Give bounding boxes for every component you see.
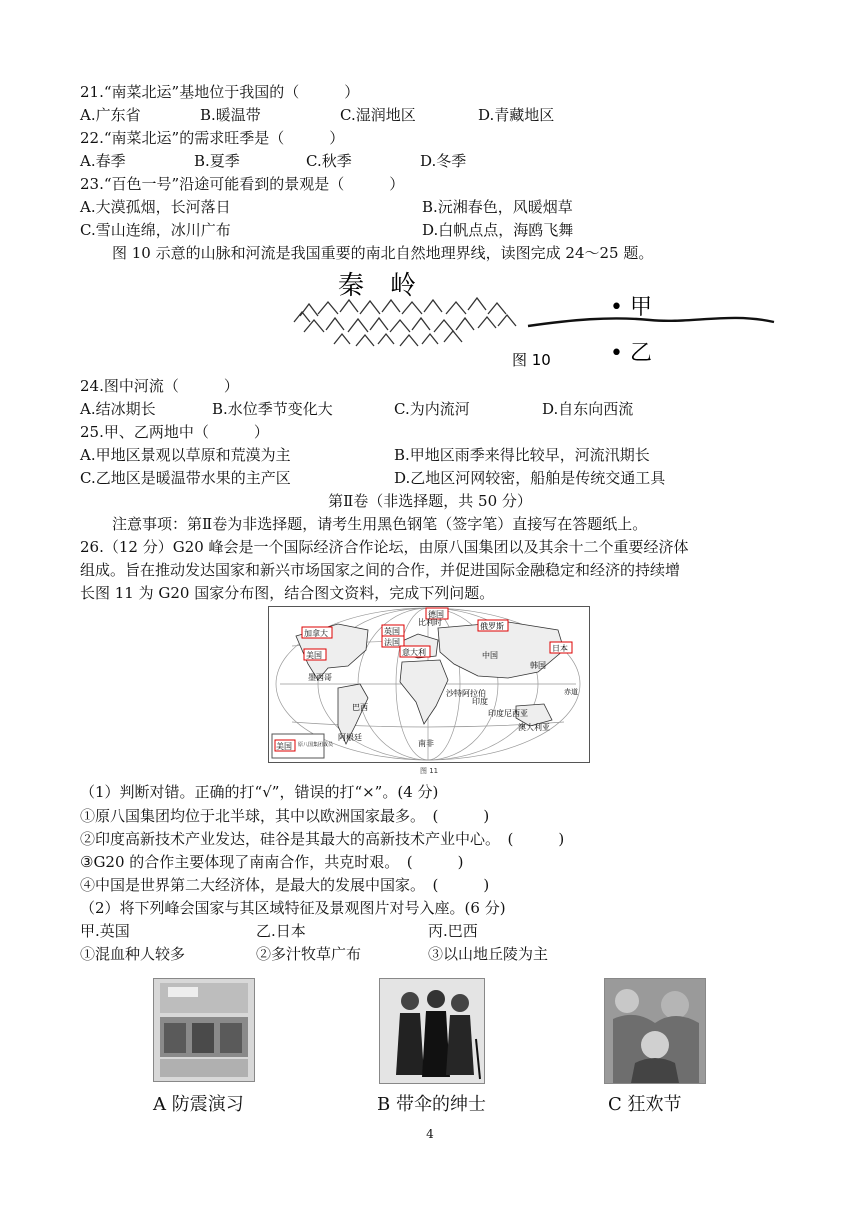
country-label-south-africa: 南非 [418, 739, 434, 748]
country-option-yi: 乙.日本 [256, 922, 306, 940]
country-label-mexico: 墨西哥 [308, 673, 332, 682]
q25-option-d: D.乙地区河网较密，船舶是传统交通工具 [394, 469, 666, 487]
q26-intro-line-3: 长图 11 为 G20 国家分布图，结合图文资料，完成下列问题。 [80, 584, 495, 602]
q21-option-d: D.青藏地区 [478, 106, 555, 124]
q26-part1-item-4: ④中国是世界第二大经济体，是最大的发展中国家。 ( ) [80, 876, 490, 894]
q26-part1-item-2: ②印度高新技术产业发达，硅谷是其最大的高新技术产业中心。 ( ) [80, 830, 565, 848]
q21-option-b: B.暖温带 [200, 106, 261, 124]
q26-part1-item-3: ③G20 的合作主要体现了南南合作，共克时艰。 ( ) [80, 853, 464, 871]
equator-label: 赤道 [564, 688, 578, 696]
q21-option-c: C.湿润地区 [340, 106, 416, 124]
intro-24-25: 图 10 示意的山脉和河流是我国重要的南北自然地理界线，读图完成 24～25 题。 [112, 244, 654, 262]
feature-option-3: ③以山地丘陵为主 [428, 945, 549, 963]
country-label-korea: 韩国 [530, 661, 546, 670]
q23-option-b: B.沅湘春色，风暖烟草 [422, 198, 573, 216]
country-label-usa: 美国 [306, 651, 322, 660]
point-yi-label: • 乙 [610, 341, 652, 366]
feature-option-2: ②多汁牧草广布 [256, 945, 362, 963]
country-label-brazil: 巴西 [352, 703, 368, 712]
country-label-germany: 德国 [428, 610, 444, 619]
country-label-australia: 澳大利亚 [518, 723, 550, 732]
q26-part2-title: （2）将下列峰会国家与其区域特征及景观图片对号入座。(6 分) [80, 899, 506, 917]
figure-11-caption: 图 11 [420, 767, 439, 775]
q26-part1-title: （1）判断对错。正确的打“√”，错误的打“×”。(4 分) [80, 783, 439, 801]
legend-description: 原八国集团成员 [298, 742, 334, 748]
q22-option-b: B.夏季 [194, 152, 240, 170]
mountain-label: 秦 岭 [338, 271, 417, 301]
legend-sample-label: 美国 [276, 742, 292, 751]
q22-option-d: D.冬季 [420, 152, 467, 170]
q21-stem: 21.“南菜北运”基地位于我国的（ ） [80, 83, 360, 101]
figure-10 [290, 264, 780, 372]
q24-stem: 24.图中河流（ ） [80, 377, 239, 395]
country-option-bing: 丙.巴西 [428, 922, 478, 940]
q23-stem: 23.“百色一号”沿途可能看到的景观是（ ） [80, 175, 405, 193]
country-option-jia: 甲.英国 [80, 922, 130, 940]
q24-option-c: C.为内流河 [394, 400, 470, 418]
q26-part1-item-1: ①原八国集团均位于北半球，其中以欧洲国家最多。 ( ) [80, 807, 490, 825]
country-label-india: 印度 [472, 697, 488, 706]
q23-option-c: C.雪山连绵，冰川广布 [80, 221, 231, 239]
country-label-japan: 日本 [552, 644, 568, 653]
q22-stem: 22.“南菜北运”的需求旺季是（ ） [80, 129, 345, 147]
q26-intro-line-1: 26.（12 分）G20 峰会是一个国际经济合作论坛，由原八国集团以及其余十二个重要经济体 [80, 538, 689, 556]
q25-option-b: B.甲地区雨季来得比较早，河流汛期长 [394, 446, 650, 464]
country-label-france: 法国 [384, 638, 400, 647]
q25-stem: 25.甲、乙两地中（ ） [80, 423, 269, 441]
notice-text: 注意事项：第Ⅱ卷为非选择题，请考生用黑色钢笔（签字笔）直接写在答题纸上。 [112, 515, 648, 533]
q22-option-a: A.春季 [80, 152, 126, 170]
q25-option-a: A.甲地区景观以草原和荒漠为主 [80, 446, 291, 464]
section-2-title: 第Ⅱ卷（非选择题，共 50 分） [328, 492, 532, 510]
figure-10-caption: 图 10 [512, 351, 551, 369]
photo-caption-b: B 带伞的绅士 [377, 1094, 486, 1115]
country-label-indonesia: 印度尼西亚 [488, 709, 528, 718]
point-jia-label: • 甲 [610, 295, 652, 320]
photo-gentleman-umbrella [379, 978, 485, 1084]
figure-11-map [268, 606, 590, 776]
country-label-canada: 加拿大 [304, 629, 328, 638]
q23-option-d: D.白帆点点，海鸥飞舞 [422, 221, 574, 239]
mountain-range-symbol [294, 298, 516, 346]
q23-option-a: A.大漠孤烟，长河落日 [80, 198, 231, 216]
photo-caption-c: C 狂欢节 [608, 1094, 682, 1115]
photo-carnival [604, 978, 706, 1084]
q24-option-b: B.水位季节变化大 [212, 400, 333, 418]
country-label-saudi-arabia: 沙特阿拉伯 [446, 689, 486, 698]
country-label-china: 中国 [482, 651, 498, 660]
q22-option-c: C.秋季 [306, 152, 352, 170]
q25-option-c: C.乙地区是暖温带水果的主产区 [80, 469, 291, 487]
country-label-uk: 英国 [384, 627, 400, 636]
q26-intro-line-2: 组成。旨在推动发达国家和新兴市场国家之间的合作，并促进国际金融稳定和经济的持续增 [80, 561, 681, 579]
q24-option-d: D.自东向西流 [542, 400, 634, 418]
page-number: 4 [426, 1127, 434, 1141]
photo-earthquake-drill [153, 978, 255, 1082]
photo-caption-a: A 防震演习 [153, 1094, 244, 1115]
country-label-belgium: 比利时 [418, 618, 442, 627]
q24-option-a: A.结冰期长 [80, 400, 156, 418]
feature-option-1: ①混血种人较多 [80, 945, 186, 963]
q21-option-a: A.广东省 [80, 106, 141, 124]
country-label-argentina: 阿根廷 [338, 733, 362, 742]
country-label-russia: 俄罗斯 [480, 622, 504, 631]
country-label-italy: 意大利 [402, 648, 426, 657]
